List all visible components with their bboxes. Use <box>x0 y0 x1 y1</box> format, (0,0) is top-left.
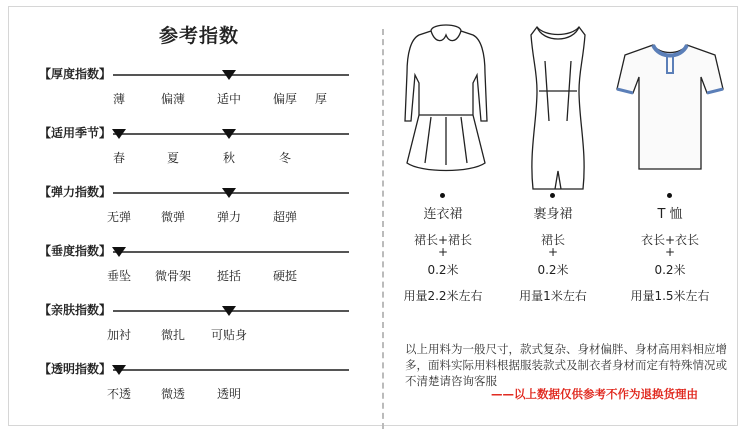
garment-name: 连衣裙 <box>423 207 463 222</box>
index-option: 秋 <box>222 151 236 165</box>
reference-panel <box>8 6 738 426</box>
index-option: 可贴身 <box>210 328 248 342</box>
extra-amount: 0.2米 <box>427 263 459 277</box>
selected-marker-icon <box>112 365 126 375</box>
index-label: 【透明指数】 <box>39 362 112 376</box>
index-label: 【厚度指数】 <box>39 67 112 81</box>
selected-marker-icon <box>112 247 126 257</box>
plus-sign: + <box>547 245 559 259</box>
plus-sign: + <box>664 245 676 259</box>
index-option: 无弹 <box>106 210 132 224</box>
selected-marker-icon <box>222 129 236 139</box>
section-divider <box>382 29 384 429</box>
garment-name: 裹身裙 <box>533 207 573 222</box>
dress-illustration <box>401 13 491 193</box>
index-track <box>113 369 349 371</box>
tshirt-illustration <box>615 37 725 177</box>
index-option: 加衬 <box>106 328 132 342</box>
fabric-usage: 用量1.5米左右 <box>630 289 710 303</box>
length-formula: 裙长+裙长 <box>413 233 473 247</box>
extra-amount: 0.2米 <box>654 263 686 277</box>
bullet-dot <box>667 193 672 198</box>
index-option: 微扎 <box>160 328 186 342</box>
index-option: 夏 <box>166 151 180 165</box>
index-option: 硬挺 <box>272 269 298 283</box>
index-option: 薄 <box>112 92 126 106</box>
index-label: 【垂度指数】 <box>39 244 112 258</box>
index-option: 偏薄 <box>160 92 186 106</box>
fabric-usage: 用量2.2米左右 <box>403 289 483 303</box>
disclaimer-text: ——以上数据仅供参考不作为退换货理由 <box>491 387 698 401</box>
index-option: 弹力 <box>216 210 242 224</box>
index-option: 春 <box>112 151 126 165</box>
index-option: 透明 <box>216 387 242 401</box>
index-label: 【适用季节】 <box>39 126 112 140</box>
index-option: 厚 <box>314 92 328 106</box>
garment-name: T 恤 <box>657 207 683 222</box>
index-option: 垂坠 <box>106 269 132 283</box>
index-option: 冬 <box>278 151 292 165</box>
extra-amount: 0.2米 <box>537 263 569 277</box>
length-formula: 衣长+衣长 <box>640 233 700 247</box>
index-label: 【亲肤指数】 <box>39 303 112 317</box>
index-track <box>113 251 349 253</box>
index-option: 偏厚 <box>272 92 298 106</box>
selected-marker-icon <box>222 188 236 198</box>
index-option: 微透 <box>160 387 186 401</box>
selected-marker-icon <box>112 129 126 139</box>
bullet-dot <box>440 193 445 198</box>
page-title: 参考指数 <box>159 25 240 47</box>
index-option: 微弹 <box>160 210 186 224</box>
selected-marker-icon <box>222 306 236 316</box>
index-label: 【弹力指数】 <box>39 185 112 199</box>
wrap-dress-illustration <box>527 21 589 193</box>
bullet-dot <box>550 193 555 198</box>
index-option: 超弹 <box>272 210 298 224</box>
usage-note: 以上用料为一般尺寸，款式复杂、身材偏胖、身材高用料相应增多，面料实际用料根据服装款式及制衣者身材而定有特殊情况或不清楚请咨询客服 <box>405 342 727 388</box>
plus-sign: + <box>437 245 449 259</box>
length-formula: 裙长 <box>540 233 566 247</box>
index-option: 微骨架 <box>154 269 192 283</box>
selected-marker-icon <box>222 70 236 80</box>
index-option: 挺括 <box>216 269 242 283</box>
fabric-usage: 用量1米左右 <box>519 289 587 303</box>
index-option: 适中 <box>216 92 242 106</box>
index-option: 不透 <box>106 387 132 401</box>
